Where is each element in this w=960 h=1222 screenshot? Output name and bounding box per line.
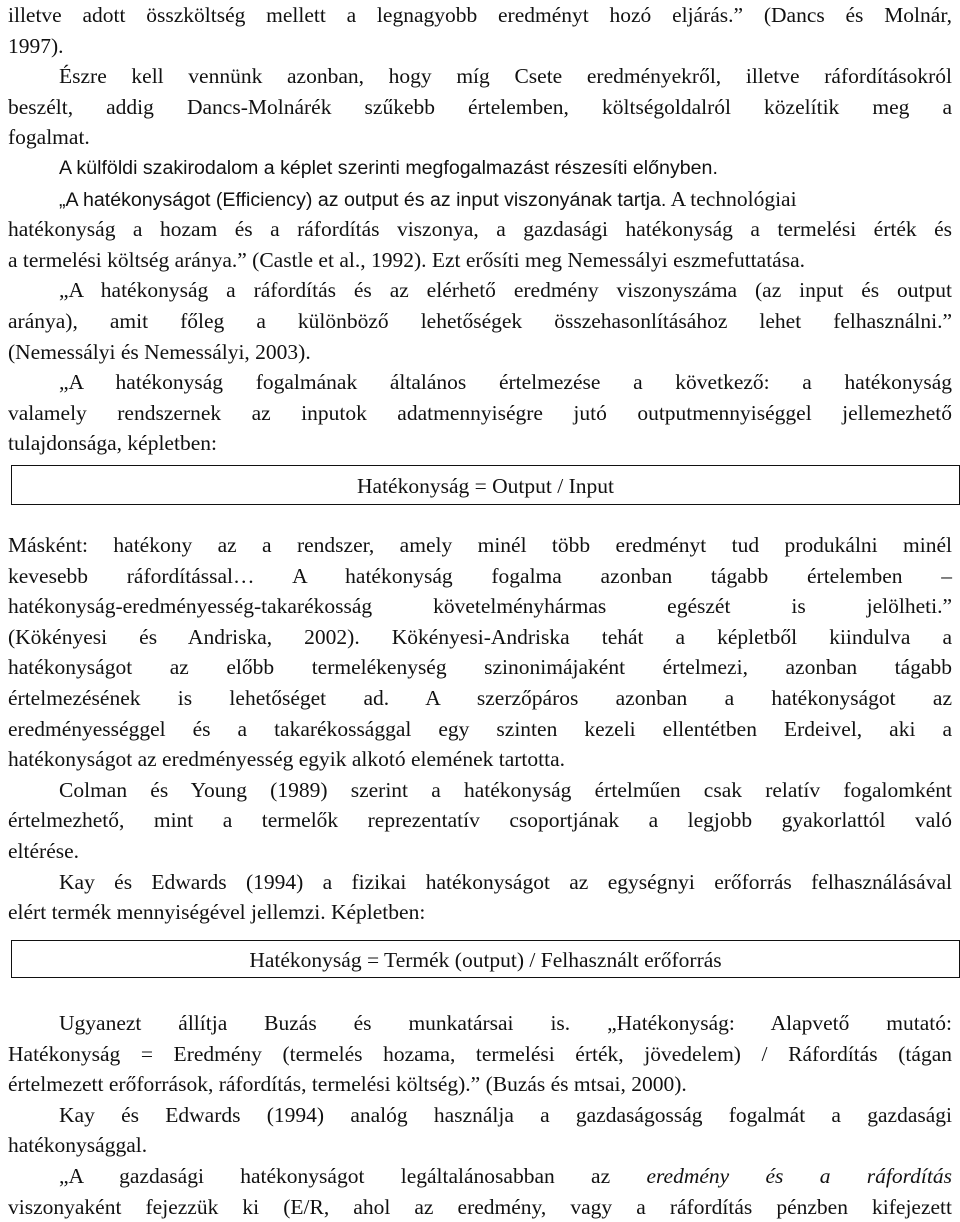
paragraph-line: a termelési költség aránya.” (Castle et al., 1992). Ezt erősíti meg Nemessályi eszmefuttatása. xyxy=(8,247,806,272)
paragraph-line: Észre kell vennünk azonban, hogy míg Csete eredményekről, illetve ráfordításokról xyxy=(59,64,952,89)
paragraph-line: eredményességgel és a takarékossággal egy szinten kezeli ellentétben Erdeivel, aki a xyxy=(8,716,952,741)
paragraph-line: hatékonyságot az eredményesség egyik alkotó elemének tartotta. xyxy=(8,747,565,772)
paragraph-line: illetve adott összköltség mellett a legnagyobb eredményt hozó eljárás.” (Dancs és Molnár, xyxy=(8,3,952,27)
paragraph-line xyxy=(8,184,952,215)
paragraph-line: A külföldi szakirodalom a képlet szerinti megfogalmazást részesíti előnyben. xyxy=(59,156,718,179)
paragraph-line: beszélt, addig Dancs-Molnárék szűkebb értelemben, költségoldalról közelítik meg a xyxy=(8,94,952,119)
paragraph-line: hatékonyságot az előbb termelékenység szinonimájaként értelmezi, azonban tágabb xyxy=(8,655,952,680)
paragraph-line: Colman és Young (1989) szerint a hatékonyság értelműen csak relatív fogalomként xyxy=(59,777,952,802)
italic-phrase: eredmény és a ráfordítás xyxy=(646,1163,952,1188)
text-block-3 xyxy=(8,1008,952,1222)
formula-box-1: Hatékonyság = Output / Input xyxy=(11,465,960,505)
paragraph-line: 1997). xyxy=(8,33,64,58)
sans-quote: „A hatékonyságot (Efficiency) az output és az input viszonyának tartja. xyxy=(59,188,667,211)
formula-box-2: Hatékonyság = Termék (output) / Felhasznált erőforrás xyxy=(11,940,960,978)
serif-continuation: A technológiai xyxy=(666,186,797,211)
paragraph-line: „A hatékonyság fogalmának általános értelmezése a következő: a hatékonyság xyxy=(59,370,952,395)
paragraph-line: viszonyaként fejezzük ki (E/R, ahol az eredmény, vagy a ráfordítás pénzben kifejezett xyxy=(8,1194,952,1219)
paragraph-line: aránya), amit főleg a különböző lehetőségek összehasonlításához lehet felhasználni.” xyxy=(8,308,952,333)
paragraph-line: (Kökényesi és Andriska, 2002). Kökényesi-Andriska tehát a képletből kiindulva a xyxy=(8,624,952,649)
paragraph-line: Ugyanezt állítja Buzás és munkatársai is. „Hatékonyság: Alapvető mutató: xyxy=(59,1011,952,1035)
paragraph-line: értelmezésének is lehetőséget ad. A szerzőpáros azonban a hatékonyságot az xyxy=(8,685,952,710)
paragraph-line: eltérése. xyxy=(8,838,80,863)
paragraph-line: Másként: hatékony az a rendszer, amely minél több eredményt tud produkálni minél xyxy=(8,533,952,557)
paragraph-line: valamely rendszernek az inputok adatmennyiségre jutó outputmennyiséggel jellemezhető xyxy=(8,400,952,425)
paragraph-line: (Nemessályi és Nemessályi, 2003). xyxy=(8,339,311,364)
paragraph-line: hatékonysággal. xyxy=(8,1133,148,1158)
paragraph-line: hatékonyság a hozam és a ráfordítás viszonya, a gazdasági hatékonyság a termelési érték és xyxy=(8,217,952,242)
paragraph-line: kevesebb ráfordítással… A hatékonyság fogalma azonban tágabb értelemben – xyxy=(8,563,952,588)
paragraph-line: „A hatékonyság a ráfordítás és az elérhető eredmény viszonyszáma (az input és output xyxy=(59,278,952,303)
paragraph-line: hatékonyság-eredményesség-takarékosság követelményhármas egészét is jelölheti.” xyxy=(8,594,952,619)
paragraph-line: Kay és Edwards (1994) analóg használja a gazdaságosság fogalmát a gazdasági xyxy=(59,1102,952,1127)
text-block-1 xyxy=(8,0,952,459)
paragraph-line: fogalmat. xyxy=(8,125,90,150)
paragraph-line: értelmezhető, mint a termelők reprezentatív csoportjának a legjobb gyakorlattól való xyxy=(8,808,952,833)
paragraph-line: értelmezett erőforrások, ráfordítás, termelési költség).” (Buzás és mtsai, 2000). xyxy=(8,1072,687,1097)
paragraph-line xyxy=(8,1161,952,1192)
paragraph-line: elért termék mennyiségével jellemzi. Képletben: xyxy=(8,900,426,925)
quote-start: „A gazdasági hatékonyságot legáltalánosabban az xyxy=(59,1163,647,1188)
paragraph-line: Kay és Edwards (1994) a fizikai hatékonyságot az egységnyi erőforrás felhasználásával xyxy=(59,869,952,894)
paragraph-line: Hatékonyság = Eredmény (termelés hozama, termelési érték, jövedelem) / Ráfordítás (tágan xyxy=(8,1041,952,1066)
paragraph-line: tulajdonsága, képletben: xyxy=(8,431,217,456)
text-block-2 xyxy=(8,530,952,928)
